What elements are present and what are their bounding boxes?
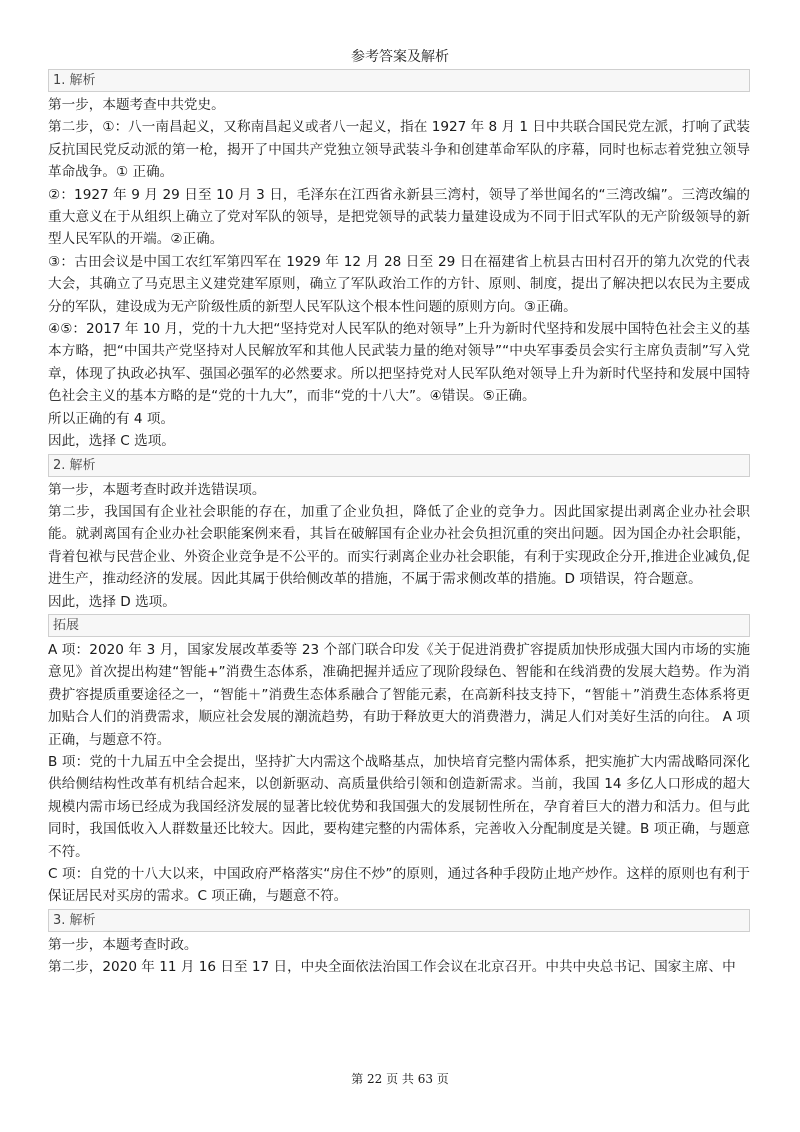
section-heading: 拓展 [48,614,750,637]
paragraph: ④⑤：2017 年 10 月，党的十九大把“坚持党对人民军队的绝对领导”上升为新时代坚持和发展中国特色社会主义的基本方略，把“中国共产党坚持对人民解放军和其他人民武装力量的绝对领导”“中央军事委员会实行主席负责制”写入党章，体现了执政必执军、强国必强军的必然要求。所以把坚持党对人民军队绝对领导上升为新时代坚持和发展中国特色社会主义的基本方略的是“党的十九大”，而非“党的十八大”。④错误。⑤正确。 [48,321,750,405]
paragraph: ③：古田会议是中国工农红军第四军在 1929 年 12 月 28 日至 29 日在福建省上杭县古田村召开的第九次党的代表大会，其确立了马克思主义建党建军原则，确立了军队政治工作的方针、原则、制度，提出了解决把以农民为主要成分的军队，建设成为无产阶级性质的新型人民军队这个根本性问题的原则方向。③正确。 [48,253,750,315]
section-heading: 1. 解析 [48,69,750,92]
paragraph: 第一步，本题考查时政。 [48,936,198,953]
page-title: 参考答案及解析 [351,49,449,65]
page-footer: 第 22 页 共 63 页 [351,1072,449,1086]
paragraph: B 项：党的十九届五中全会提出，坚持扩大内需这个战略基点，加快培育完整内需体系，把实施扩大内需战略同深化供给侧结构性改革有机结合起来，以创新驱动、高质量供给引领和创造新需求。当前，我国 14 多亿人口形成的超大规模内需市场已经成为我国经济发展的显著比较优势和我国强大的发展韧性所在，孕育着巨大的潜力和活力。但与此同时，我国低收入人群数量还比较大。因此，要构建完整的内需体系，完善收入分配制度是关键。B 项正确，与题意不符。 [48,753,750,860]
paragraph: 第一步，本题考查中共党史。 [48,97,225,113]
answer-content [48,68,750,979]
paragraph: 第二步，2020 年 11 月 16 日至 17 日，中央全面依法治国工作会议在北京召开。中共中央总书记、国家主席、中 [48,959,736,976]
paragraph: C 项：自党的十八大以来，中国政府严格落实“房住不炒”的原则，通过各种手段防止地产炒作。这样的原则也有利于保证居民对买房的需求。C 项正确，与题意不符。 [48,866,750,905]
paragraph: 因此，选择 D 选项。 [48,593,176,610]
paragraph: 所以正确的有 4 项。 [48,410,175,427]
paragraph: A 项：2020 年 3 月，国家发展改革委等 23 个部门联合印发《关于促进消费扩容提质加快形成强大国内市场的实施意见》首次提出构建“智能+”消费生态体系，准确把握并适应了现阶段绿色、智能和在线消费的发展大趋势。作为消费扩容提质重要途径之一，“智能＋”消费生态体系融合了智能元素，在高新科技支持下，“智能＋”消费生态体系将更加贴合人们的消费需求，顺应社会发展的潮流趋势，有助于释放更大的消费潜力，满足人们对美好生活的向往。 A 项正确，与题意不符。 [48,641,750,748]
paragraph: 因此，选择 C 选项。 [48,433,175,450]
section-heading: 2. 解析 [48,454,750,477]
paragraph: ②：1927 年 9 月 29 日至 10 月 3 日，毛泽东在江西省永新县三湾村，领导了举世闻名的“三湾改编”。三湾改编的重大意义在于从组织上确立了党对军队的领导，是把党领导的武装力量建设成为不同于旧式军队的无产阶级领导的新型人民军队的开端。②正确。 [48,186,750,248]
paragraph: 第二步，①：八一南昌起义，又称南昌起义或者八一起义，指在 1927 年 8 月 1 日中共联合国民党左派，打响了武装反抗国民党反动派的第一枪，揭开了中国共产党独立领导武装斗争和创建革命军队的序幕，同时也标志着党独立领导革命战争。① 正确。 [48,119,750,181]
section-heading: 3. 解析 [48,909,750,932]
paragraph: 第一步，本题考查时政并选错误项。 [48,481,266,498]
paragraph: 第二步，我国国有企业社会职能的存在，加重了企业负担，降低了企业的竞争力。因此国家提出剥离企业办社会职能。就剥离国有企业办社会职能案例来看，其旨在破解国有企业办社会负担沉重的突出问题。因为国企办社会职能，背着包袱与民营企业、外资企业竞争是不公平的。而实行剥离企业办社会职能，有利于实现政企分开,推进企业减负,促进生产，推动经济的发展。因此其属于供给侧改革的措施，不属于需求侧改革的措施。D 项错误，符合题意。 [48,503,750,588]
